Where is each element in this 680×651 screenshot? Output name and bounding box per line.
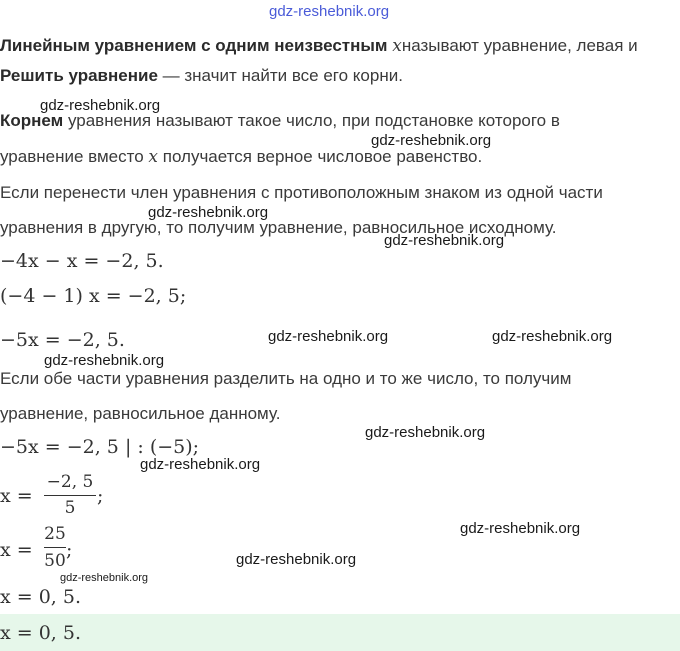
fraction-bar [44,495,96,496]
equation-6-end: ; [66,539,73,561]
watermark: gdz-reshebnik.org [268,328,389,345]
watermark: gdz-reshebnik.org [492,328,613,345]
rule-transfer-line2: уравнения в другую, то получим уравнение, равносильное исходному. [0,218,557,237]
definition-text: получается верное числовое равенство. [158,147,483,166]
definition-text: называют уравнение, левая и [401,36,638,55]
watermark: gdz-reshebnik.org [40,97,161,114]
term-solve: Решить уравнение [0,66,158,85]
fraction-numerator: −2, 5 [46,472,94,492]
definition-text: уравнения называют такое число, при подстановке которого в [63,111,560,130]
equation-4: −5x = −2, 5 | : (−5); [0,436,200,458]
rule-transfer-line1: Если перенести член уравнения с противоположным знаком из одной части [0,183,603,202]
rule-divide-line2: уравнение, равносильное данному. [0,404,281,423]
equation-7: x = 0, 5. [0,586,82,608]
equation-1: −4x − x = −2, 5. [0,250,164,272]
watermark: gdz-reshebnik.org [140,456,261,473]
definition-text: — значит найти все его корни. [157,66,403,85]
fraction-numerator: 25 [44,524,66,544]
term-linear-equation: Линейным уравнением с одним неизвестным [0,36,388,55]
watermark-top: gdz-reshebnik.org [269,3,390,20]
watermark: gdz-reshebnik.org [44,352,165,369]
variable-x: x [148,147,159,167]
answer-equation: x = 0, 5. [0,622,82,644]
definition-root [0,111,560,131]
equation-5-lhs: x = [0,485,33,507]
definition-text: уравнение вместо [0,147,149,166]
definition-linear-equation [0,36,638,56]
rule-divide-line1: Если обе части уравнения разделить на одно и то же число, то получим [0,369,572,388]
fraction-denominator: 5 [64,498,76,518]
fraction-denominator: 50 [44,551,66,571]
term-root: Корнем [0,111,64,130]
watermark: gdz-reshebnik.org [371,132,492,149]
watermark: gdz-reshebnik.org [460,520,581,537]
equation-6-lhs: x = [0,539,33,561]
watermark: gdz-reshebnik.org [236,551,357,568]
definition-root-line2 [0,147,482,167]
watermark: gdz-reshebnik.org [365,424,486,441]
answer-box [0,614,680,651]
fraction-bar [44,547,66,548]
equation-3: −5x = −2, 5. [0,329,125,351]
equation-2: (−4 − 1) x = −2, 5; [0,285,187,307]
watermark: gdz-reshebnik.org [384,232,505,249]
variable-x: x [392,36,402,56]
definition-solve [0,66,403,86]
watermark-small: gdz-reshebnik.org [60,572,149,584]
equation-5-end: ; [97,485,104,507]
watermark: gdz-reshebnik.org [148,204,269,221]
